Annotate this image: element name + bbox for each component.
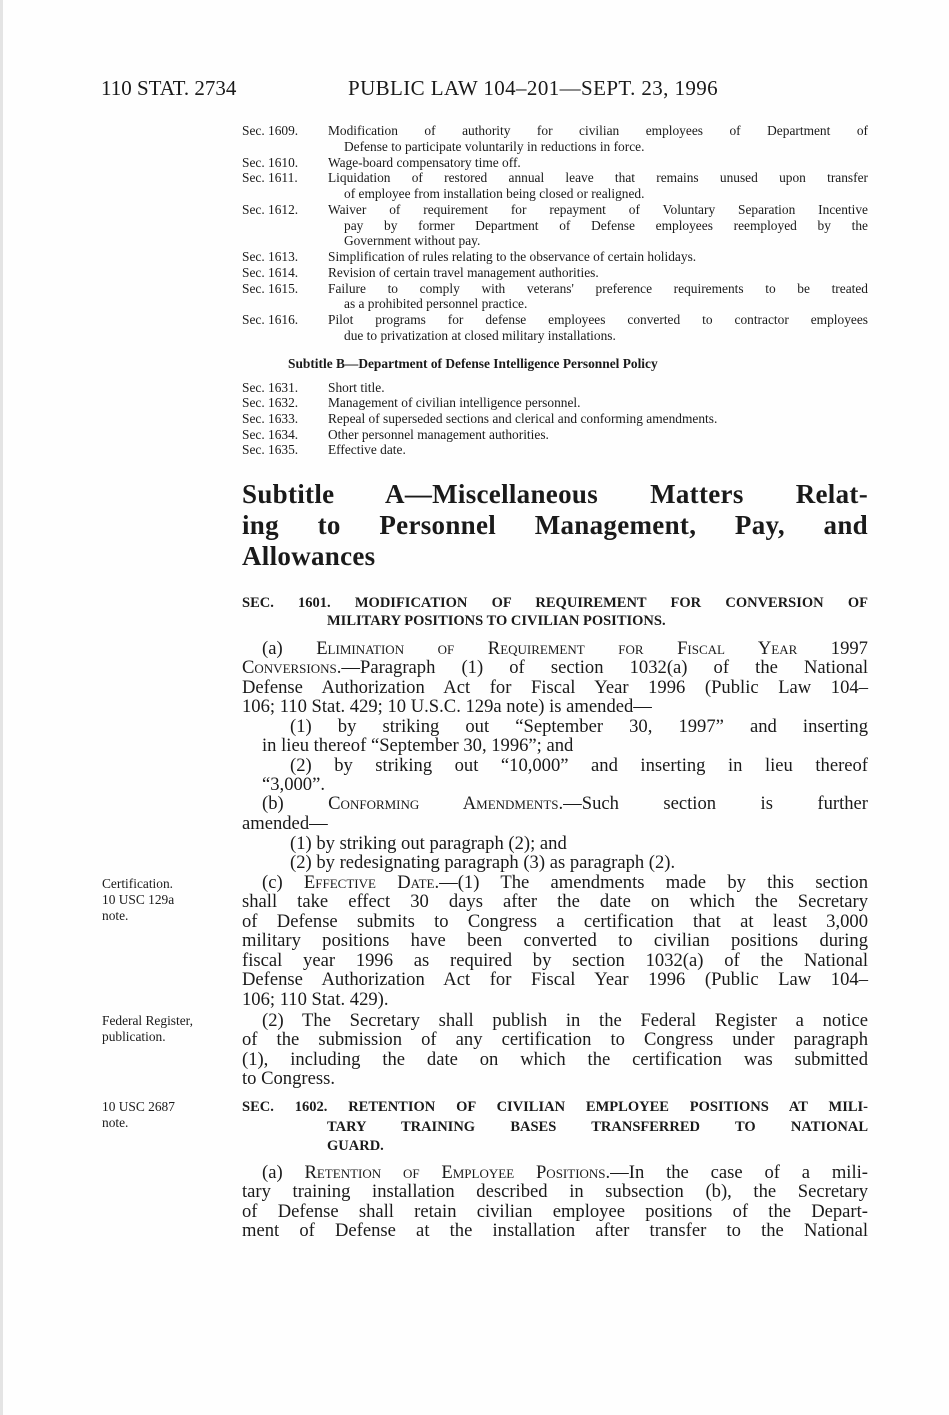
toc-entry-title: Effective date. [328,442,406,457]
text-run: “3,000”. [262,774,325,795]
toc-section-number: Sec. 1613. [242,249,299,264]
toc-section-number: Sec. 1610. [242,155,299,170]
toc-section-number: Sec. 1633. [242,411,299,426]
toc-entry-title: Defense to participate voluntarily in reductions in force. [344,139,645,154]
margin-note: 10 USC 2687 [102,1099,175,1114]
body-text-line [242,951,868,971]
body-text-line [290,834,567,854]
toc-entry-title: Wage-board compensatory time off. [328,155,521,170]
toc-entry-title: Other personnel management authorities. [328,427,549,442]
body-text-line [290,756,868,776]
toc-section-number: Sec. 1615. [242,281,299,296]
text-run: (1) by striking out paragraph (2); and [290,833,567,854]
section-heading: TARY TRAINING BASES TRANSFERRED TO NATIONAL [327,1118,868,1135]
toc-entry-title: Government without pay. [344,233,481,248]
small-caps-heading: Effective Date [303,872,435,893]
body-text-line [242,814,328,834]
toc-section-number: Sec. 1631. [242,380,299,395]
text-run: to Congress. [242,1068,335,1089]
section-heading: SEC. 1601. MODIFICATION OF REQUIREMENT FOR CONVERSION OF [242,594,868,611]
toc-entry-title: Pilot programs for defense employees converted to contractor employees [328,312,868,327]
toc-section-number: Sec. 1616. [242,312,299,327]
section-heading: GUARD. [327,1137,384,1154]
body-text-line [242,697,652,717]
body-text-line [262,775,325,795]
body-text-line [242,1069,335,1089]
text-run: .—In the case of a mili- [605,1162,868,1183]
body-text-line [242,990,389,1010]
toc-entry-title: Liquidation of restored annual leave that remains unused upon transfer [328,170,868,185]
text-run: Defense Authorization Act for Fiscal Year 1996 (Public Law 104– [242,969,868,990]
body-text-line [242,1221,868,1241]
section-heading: MILITARY POSITIONS TO CIVILIAN POSITIONS. [327,612,666,629]
text-run: (2) by striking out “10,000” and inserting in lieu thereof [290,755,868,776]
toc-entry-title: pay by former Department of Defense employees reemployed by the [344,218,868,233]
text-run: tary training installation described in subsection (b), the Secretary [242,1181,868,1202]
body-text-line [290,717,868,737]
text-run: (2) by redesignating paragraph (3) as paragraph (2). [290,852,676,873]
subtitle-a-heading: Allowances [242,540,376,571]
text-run: of Defense submits to Congress a certification that at least 3,000 [242,911,868,932]
body-text-line [242,931,868,951]
text-run: .—Such section is further [558,793,868,814]
text-run: Defense Authorization Act for Fiscal Year 1996 (Public Law 104– [242,677,868,698]
body-text-line [290,853,675,873]
text-run: ment of Defense at the installation after transfer to the National [242,1220,868,1241]
toc-entry-title: due to privatization at closed military installations. [344,328,616,343]
small-caps-heading: Retention of Employee Positions [304,1162,606,1183]
text-run: of the submission of any certification to Congress under paragraph [242,1029,868,1050]
small-caps-heading: Elimination of Requirement for Fiscal Year 1997 [316,638,868,659]
text-run: shall take effect 30 days after the date on which the Secretary [242,891,868,912]
text-run: military positions have been converted to civilian positions during [242,930,868,951]
text-run: (1), including the date on which the certification was submitted [242,1049,868,1070]
margin-note: 10 USC 129a [102,892,175,907]
toc-section-number: Sec. 1614. [242,265,299,280]
toc-section-number: Sec. 1611. [242,170,298,185]
body-text-line [262,736,573,756]
body-text-line [242,912,868,932]
text-run: in lieu thereof “September 30, 1996”; and [262,735,574,756]
margin-note: publication. [102,1029,166,1044]
toc-section-number: Sec. 1609. [242,123,299,138]
toc-section-number: Sec. 1634. [242,427,299,442]
toc-entry-title: Modification of authority for civilian employees of Department of [328,123,868,138]
text-run: (c) [262,872,304,893]
body-text-line [242,1030,868,1050]
body-text-line [242,678,868,698]
text-run: 106; 110 Stat. 429). [242,989,389,1010]
margin-note: Certification. [102,876,174,891]
body-text-line [242,1182,868,1202]
text-run: .—Paragraph (1) of section 1032(a) of the National [336,657,868,678]
text-run: fiscal year 1996 as required by section 1032(a) of the National [242,950,868,971]
section-heading: SEC. 1602. RETENTION OF CIVILIAN EMPLOYEE POSITIONS AT MILI- [242,1098,868,1115]
toc-entry-title: of employee from installation being closed or realigned. [344,186,645,201]
text-run: amended— [242,813,328,834]
subtitle-a-heading: ing to Personnel Management, Pay, and [242,509,868,540]
text-run: of Defense shall retain civilian employee positions of the Depart- [242,1201,868,1222]
subtitle-a-heading: Subtitle A—Miscellaneous Matters Relat- [242,478,868,509]
page-stat-number: 110 STAT. 2734 [101,76,237,100]
body-text-line [262,794,868,814]
body-text-line [242,970,868,990]
text-run: (2) The Secretary shall publish in the Federal Register a notice [262,1010,868,1031]
toc-entry-title: Repeal of superseded sections and clerical and conforming amendments. [328,411,718,426]
body-text-line [242,1050,868,1070]
toc-entry-title: Management of civilian intelligence personnel. [328,395,581,410]
margin-note: note. [102,1115,129,1130]
toc-entry-title: Simplification of rules relating to the observance of certain holidays. [328,249,697,264]
subtitle-b-heading: Subtitle B—Department of Defense Intelligence Personnel Policy [288,356,658,371]
scan-edge [0,0,3,1415]
small-caps-heading: Conversions [242,657,337,678]
body-text-line [262,1163,868,1183]
toc-entry-title: Failure to comply with veterans' preference requirements to be treated [328,281,868,296]
text-run: (a) [262,638,317,659]
body-text-line [262,873,868,893]
margin-note: Federal Register, [102,1013,193,1028]
body-text-line [262,1011,868,1031]
toc-entry-title: Waiver of requirement for repayment of Voluntary Separation Incentive [328,202,868,217]
text-run: 106; 110 Stat. 429; 10 U.S.C. 129a note) is amended— [242,696,652,717]
toc-section-number: Sec. 1632. [242,395,299,410]
text-run: (b) [262,793,329,814]
toc-section-number: Sec. 1635. [242,442,299,457]
text-run: (1) by striking out “September 30, 1997” and inserting [290,716,868,737]
text-run: (a) [262,1162,305,1183]
running-header: PUBLIC LAW 104–201—SEPT. 23, 1996 [348,76,719,100]
body-text-line [262,639,868,659]
text-run: .—(1) The amendments made by this section [434,872,868,893]
body-text-line [242,1202,868,1222]
toc-entry-title: Revision of certain travel management authorities. [328,265,599,280]
margin-note: note. [102,908,129,923]
toc-section-number: Sec. 1612. [242,202,299,217]
toc-entry-title: as a prohibited personnel practice. [344,296,528,311]
small-caps-heading: Conforming Amendments [328,793,559,814]
toc-entry-title: Short title. [328,380,385,395]
body-text-line [242,658,868,678]
body-text-line [242,892,868,912]
